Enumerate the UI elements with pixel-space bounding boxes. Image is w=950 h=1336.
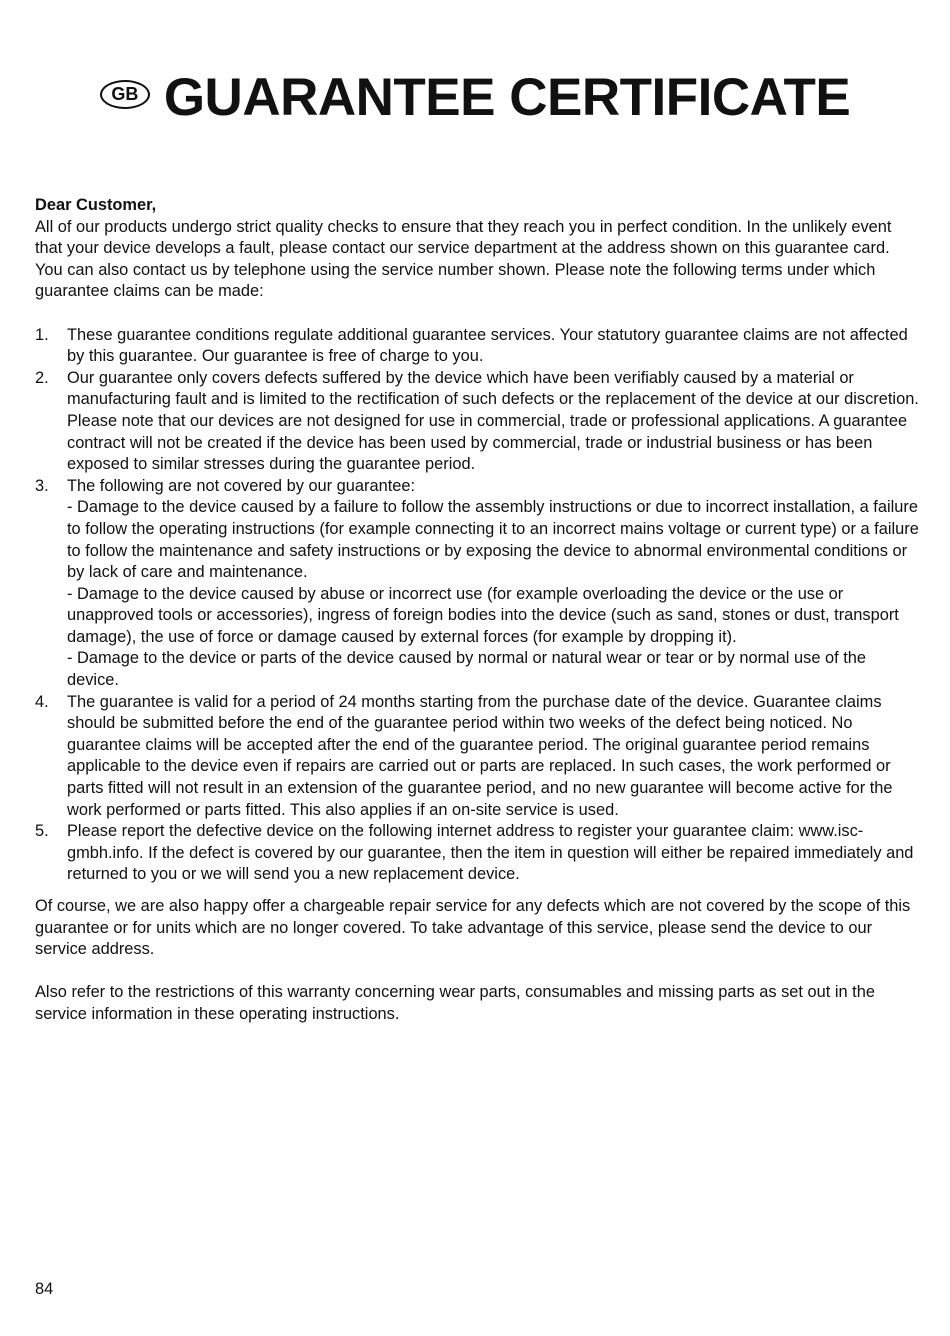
- country-code-badge: GB: [100, 80, 150, 109]
- page-title: GUARANTEE CERTIFICATE: [163, 68, 851, 127]
- term-item-2: [35, 368, 920, 476]
- term-text: The following are not covered by our guarantee:: [67, 476, 416, 495]
- intro-paragraph: All of our products undergo strict quality checks to ensure that they reach you in perfect condition. In the unlikely event that your device develops a fault, please contact our service department at the address shown on this guarantee card. You can also contact us by telephone using the service number shown. Please note the following terms under which guarantee claims can be made:: [35, 217, 892, 301]
- document-body: [35, 195, 920, 1026]
- term-item-5: [35, 821, 920, 886]
- term-number: 1.: [35, 325, 49, 344]
- term-text: Our guarantee only covers defects suffered by the device which have been verifiably caused by a material or manufacturing fault and is limited to the rectification of such defects or the replacement of the device at our discretion.: [67, 368, 919, 409]
- greeting: Dear Customer,: [35, 196, 157, 214]
- term-item-1: [35, 325, 920, 368]
- exclusion-text: - Damage to the device caused by a failure to follow the assembly instructions or due to incorrect installation, a failure to follow the operating instructions (for example connecting it to an incorrect mains voltage or current type) or a failure to follow the maintenance and safety instructions or by exposing the device to abnormal environmental conditions or by lack of care and maintenance.: [67, 498, 919, 582]
- term-number: 5.: [35, 822, 49, 841]
- term-item-4: [35, 692, 920, 822]
- term-number: 2.: [35, 368, 49, 387]
- restrictions-paragraph: Also refer to the restrictions of this warranty concerning wear parts, consumables and missing parts as set out in the service information in these operating instructions.: [35, 983, 875, 1023]
- term-number: 4.: [35, 692, 49, 711]
- document-header: [0, 66, 950, 130]
- term-text: Please note that our devices are not designed for use in commercial, trade or professional applications. A guarantee contract will not be created if the device has been used by commercial, trade or industrial business or has been exposed to similar stresses during the guarantee period.: [67, 411, 908, 474]
- term-text: The guarantee is valid for a period of 24 months starting from the purchase date of the device. Guarantee claims should be submitted before the end of the guarantee period within two weeks of the defect being noticed. No guarantee claims will be accepted after the end of the guarantee period. The original guarantee period remains applicable to the device even if repairs are carried out or parts are replaced. In such cases, the work performed or parts fitted will not result in an extension of the guarantee period, and no new guarantee will become active for the work performed or parts fitted. This also applies if an on-site service is used.: [67, 692, 893, 819]
- page-number: 84: [35, 1280, 54, 1298]
- term-number: 3.: [35, 476, 49, 495]
- term-text: Please report the defective device on the following internet address to register your guarantee claim: www.isc-gmbh.info. If the defect is covered by our guarantee, then the item in question will either be repaired immediately and returned to you or we will send you a new replacement device.: [67, 822, 914, 884]
- term-item-3: [35, 476, 920, 692]
- term-text: These guarantee conditions regulate additional guarantee services. Your statutory guarantee claims are not affected by this guarantee. Our guarantee is free of charge to you.: [67, 325, 908, 366]
- terms-list: [35, 325, 920, 886]
- exclusion-text: - Damage to the device caused by abuse or incorrect use (for example overloading the device or the use or unapproved tools or accessories), ingress of foreign bodies into the device (such as sand, stones or dust, transport damage), the use of force or damage caused by external forces (for example by dropping it).: [67, 584, 899, 646]
- exclusion-text: - Damage to the device or parts of the device caused by normal or natural wear or tear or by normal use of the device.: [67, 649, 866, 690]
- repair-service-paragraph: Of course, we are also happy offer a chargeable repair service for any defects which are not covered by the scope of this guarantee or for units which are no longer covered. To take advantage of this service, please send the device to our service address.: [35, 897, 911, 959]
